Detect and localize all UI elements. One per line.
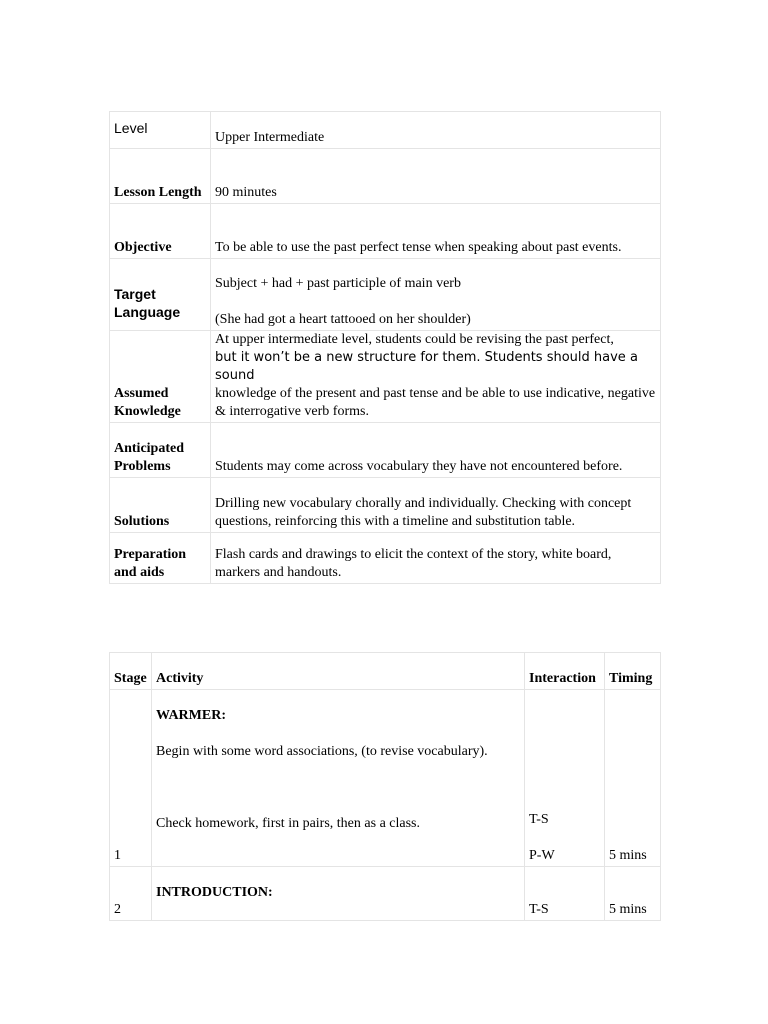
row1-heading: WARMER:	[156, 708, 226, 723]
row1-interaction-1: T-S	[529, 812, 549, 827]
solutions-label: Solutions	[110, 478, 211, 533]
level-row	[110, 112, 661, 149]
header-stage: Stage	[110, 653, 152, 690]
header-interaction: Interaction	[525, 653, 605, 690]
target-formula: Subject + had + past participle of main verb	[215, 276, 461, 291]
row1-timing: 5 mins	[605, 690, 661, 867]
lesson-procedure-table	[109, 652, 661, 921]
header-timing: Timing	[605, 653, 661, 690]
problems-row	[110, 423, 661, 478]
problems-label: Anticipated Problems	[110, 423, 211, 478]
row1-activity	[152, 690, 525, 867]
procedure-header-row	[110, 653, 661, 690]
solutions-value: Drilling new vocabulary chorally and individually. Checking with concept questions, reinforcing this with a timeline and substitution table.	[211, 478, 661, 533]
assumed-knowledge-row	[110, 331, 661, 423]
row2-stage: 2	[110, 867, 152, 921]
length-label: Lesson Length	[110, 149, 211, 204]
row1-interaction-2: P-W	[529, 848, 555, 863]
solutions-row	[110, 478, 661, 533]
preparation-row	[110, 533, 661, 584]
level-value: Upper Intermediate	[211, 112, 661, 149]
procedure-row	[110, 867, 661, 921]
lesson-info-table	[109, 111, 661, 584]
level-label: Level	[110, 112, 211, 149]
row1-line-2: Check homework, first in pairs, then as a class.	[156, 816, 420, 831]
objective-row	[110, 204, 661, 259]
procedure-row	[110, 690, 661, 867]
length-row	[110, 149, 661, 204]
length-value: 90 minutes	[211, 149, 661, 204]
row2-timing: 5 mins	[605, 867, 661, 921]
assumed-label: Assumed Knowledge	[110, 331, 211, 423]
objective-value: To be able to use the past perfect tense when speaking about past events.	[211, 204, 661, 259]
target-example: (She had got a heart tattooed on her shoulder)	[215, 312, 471, 327]
prep-value: Flash cards and drawings to elicit the context of the story, white board, markers and handouts.	[211, 533, 661, 584]
target-label: Target Language	[110, 259, 211, 331]
assumed-line-2: but it won’t be a new structure for them. Students should have a sound	[215, 350, 638, 383]
row2-heading: INTRODUCTION:	[152, 867, 525, 921]
row1-stage: 1	[110, 690, 152, 867]
problems-value: Students may come across vocabulary they have not encountered before.	[211, 423, 661, 478]
assumed-line-3: knowledge of the present and past tense and be able to use indicative, negative & interrogative verb forms.	[215, 386, 656, 419]
row1-line-1: Begin with some word associations, (to revise vocabulary).	[156, 744, 488, 759]
row1-interaction	[525, 690, 605, 867]
target-language-row	[110, 259, 661, 331]
row2-interaction: T-S	[525, 867, 605, 921]
target-value	[211, 259, 661, 331]
prep-label: Preparation and aids	[110, 533, 211, 584]
objective-label: Objective	[110, 204, 211, 259]
assumed-line-1: At upper intermediate level, students could be revising the past perfect,	[215, 332, 614, 347]
header-activity: Activity	[152, 653, 525, 690]
assumed-value	[211, 331, 661, 423]
